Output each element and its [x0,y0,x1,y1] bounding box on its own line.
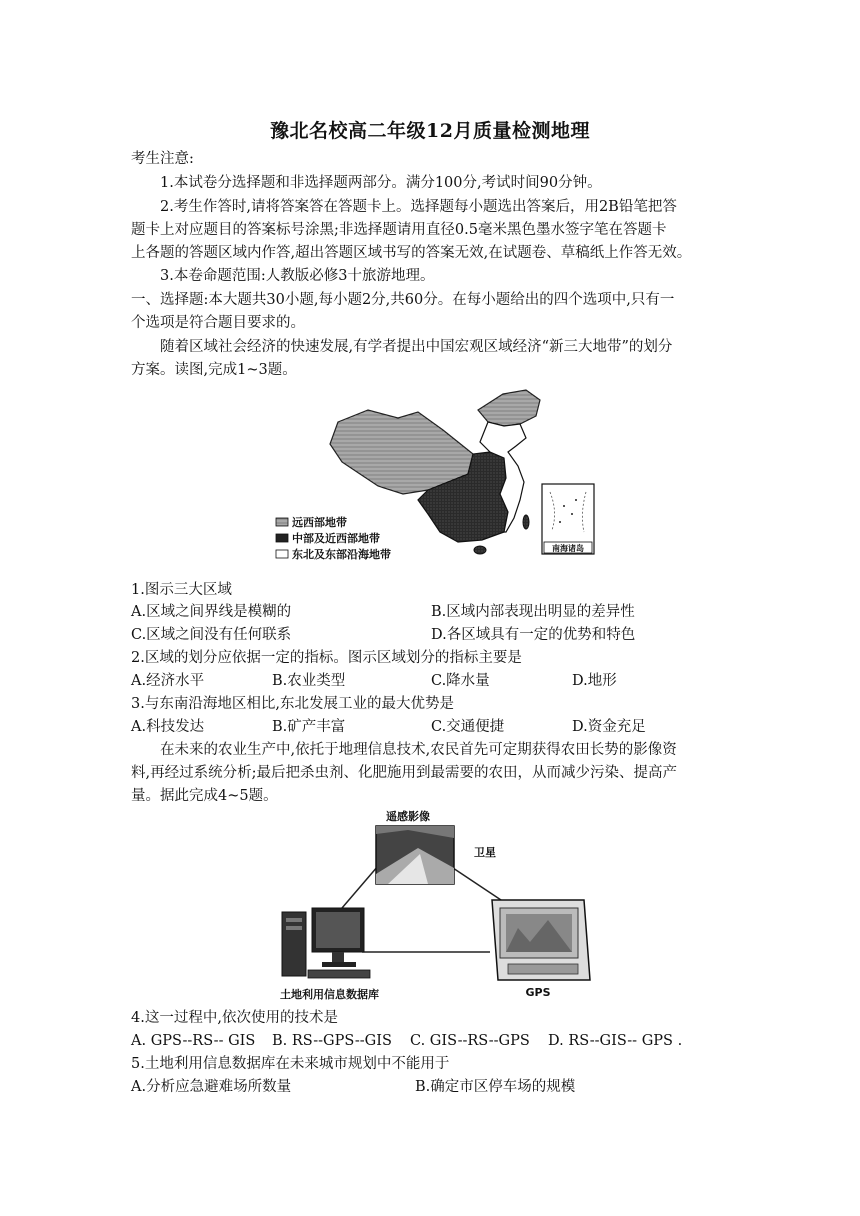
q2-option-c: C.降水量 [431,673,490,689]
legend-central: 中部及近西部地带 [292,532,380,545]
q2-option-a: A.经济水平 [131,673,205,689]
geo-info-tech-diagram [268,804,598,1006]
northeast-zone-north [478,390,540,426]
satellite-label: 卫星 [474,846,496,859]
passage-2-line-1: 在未来的农业生产中,依托于地理信息技术,农民首先可定期获得农田长势的影像资 [160,742,677,758]
taiwan-island [523,515,529,529]
q3-option-a: A.科技发达 [131,719,205,735]
exam-title: 豫北名校高二年级12月质量检测地理 [270,120,590,142]
legend-far-west: 远西部地带 [292,516,347,529]
q2-option-b: B.农业类型 [272,673,346,689]
passage-1-line-1: 随着区域社会经济的快速发展,有学者提出中国宏观区域经济“新三大地带”的划分 [160,339,673,355]
notice-heading: 考生注意: [131,151,194,167]
q1-option-d: D.各区域具有一定的优势和特色 [431,627,636,643]
database-label: 土地利用信息数据库 [280,988,379,1001]
notice-item-1: 1.本试卷分选择题和非选择题两部分。满分100分,考试时间90分钟。 [160,175,602,191]
q5-stem: 5.土地利用信息数据库在未来城市规划中不能用于 [131,1056,450,1072]
hainan-island [474,546,486,554]
q4-option-b: B. RS--GPS--GIS [272,1033,392,1049]
notice-item-2-cont2: 上各题的答题区域内作答,超出答题区域书写的答案无效,在试题卷、草稿纸上作答无效。 [131,245,692,261]
inset-label: 南海诸岛 [552,544,584,553]
q1-option-a: A.区域之间界线是模糊的 [131,604,292,620]
q1-option-b: B.区域内部表现出明显的差异性 [431,604,635,620]
notice-item-3: 3.本卷命题范围:人教版必修3十旅游地理。 [160,268,435,284]
map-legend [276,515,391,561]
q4-stem: 4.这一过程中,依次使用的技术是 [131,1010,338,1026]
q4-option-d: D. RS--GIS-- GPS . [548,1033,683,1049]
q3-stem: 3.与东南沿海地区相比,东北发展工业的最大优势是 [131,696,454,712]
remote-sensing-label: 遥感影像 [386,810,430,823]
q2-option-d: D.地形 [572,673,617,689]
passage-2-line-3: 量。据此完成4~5题。 [131,788,278,804]
china-zones-map [268,382,608,566]
section-heading-cont: 个选项是符合题目要求的。 [131,315,305,331]
q3-option-d: D.资金充足 [572,719,646,735]
passage-2-line-2: 料,再经过系统分析;最后把杀虫剂、化肥施用到最需要的农田，从而减少污染、提高产 [131,765,677,781]
q5-option-b: B.确定市区停车场的规模 [415,1079,576,1095]
passage-1-line-2: 方案。读图,完成1~3题。 [131,362,297,378]
q4-option-a: A. GPS--RS-- GIS [131,1033,256,1049]
section-heading: 一、选择题:本大题共30小题,每小题2分,共60分。在每小题给出的四个选项中,只有一 [131,292,675,308]
computer-icon [282,908,370,978]
q2-stem: 2.区域的划分应依据一定的指标。图示区域划分的指标主要是 [131,650,522,666]
legend-east: 东北及东部沿海地带 [292,548,391,561]
notice-item-2-cont: 题卡上对应题目的答案标号涂黑;非选择题请用直径0.5毫米黑色墨水签字笔在答题卡 [131,222,667,238]
q3-option-b: B.矿产丰富 [272,719,346,735]
gps-receiver-icon [492,900,590,980]
q1-option-c: C.区域之间没有任何联系 [131,627,292,643]
q4-option-c: C. GIS--RS--GPS [410,1033,530,1049]
q3-option-c: C.交通便捷 [431,719,505,735]
q5-option-a: A.分析应急避难场所数量 [131,1079,292,1095]
q1-stem: 1.图示三大区域 [131,582,232,598]
notice-item-2: 2.考生作答时,请将答案答在答题卡上。选择题每小题选出答案后，用2B铅笔把答 [160,199,677,215]
gps-label: GPS [525,986,551,999]
